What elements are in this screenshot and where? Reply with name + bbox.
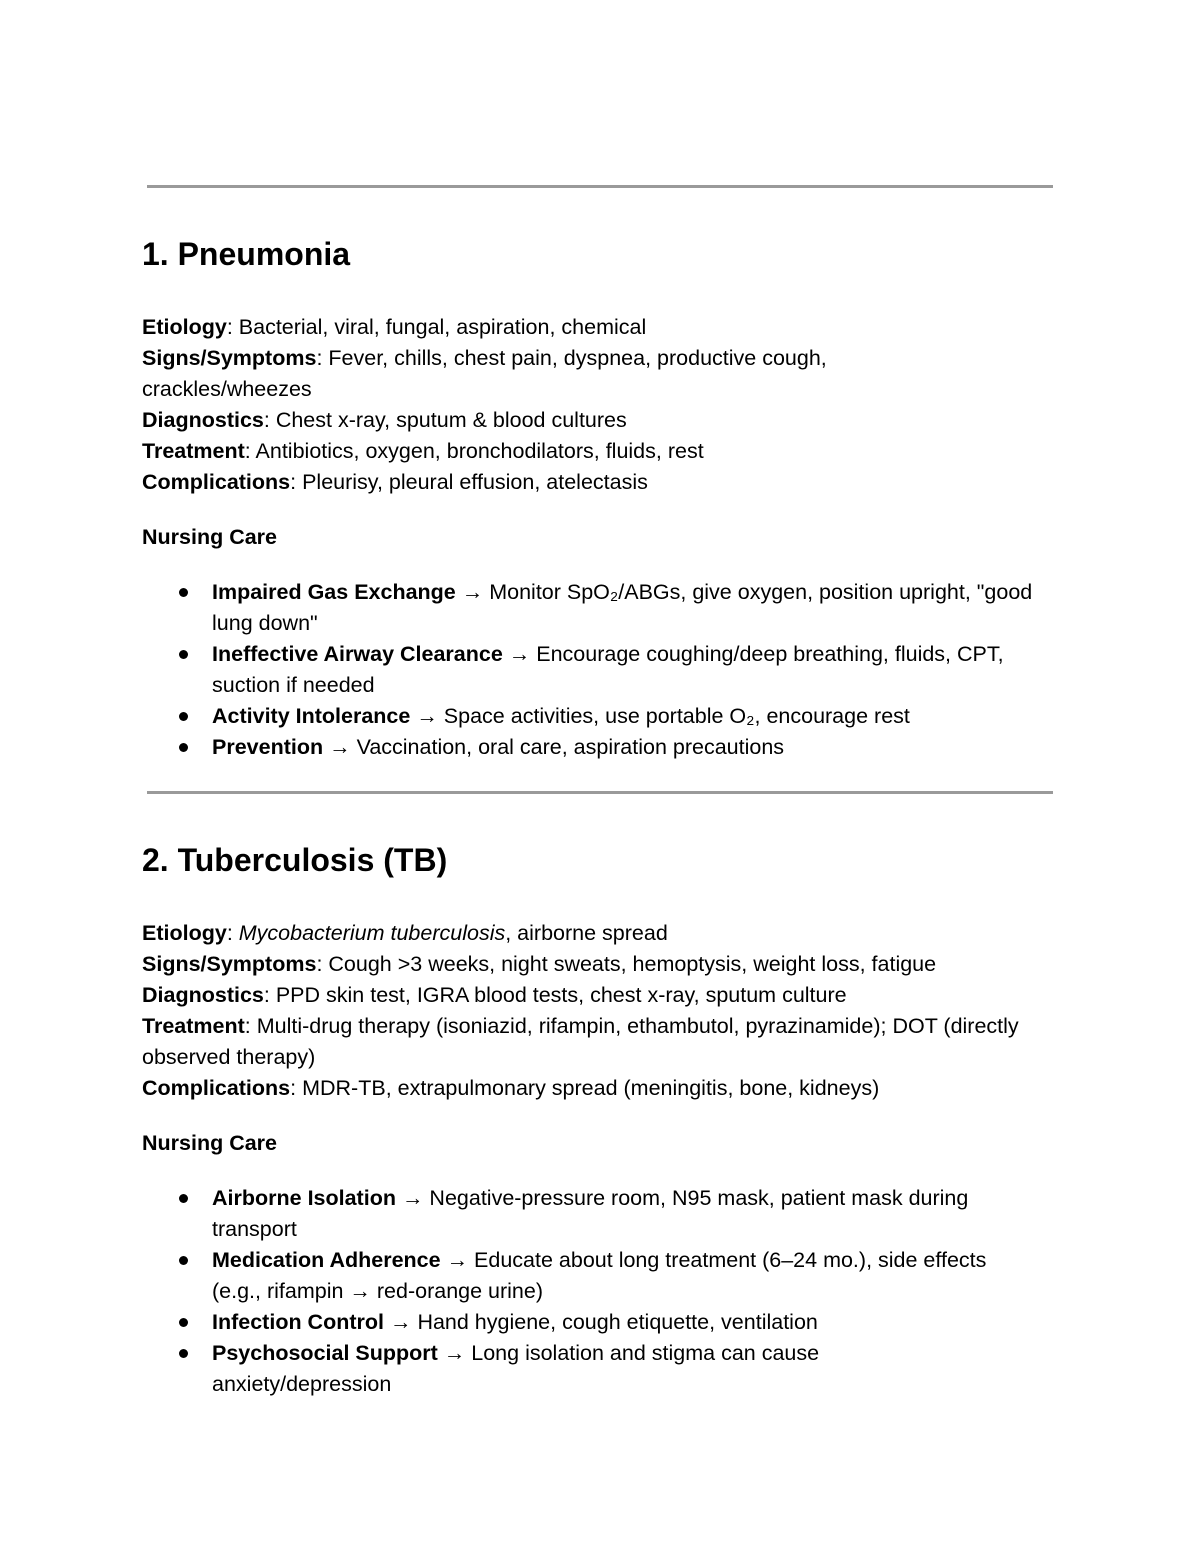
treatment-text: Multi-drug therapy (isoniazid, rifampin, ethambutol, pyrazinamide); DOT (directly observed therapy) (142, 1014, 1019, 1069)
care-term: Airborne Isolation (212, 1186, 396, 1210)
complications-label: Complications (142, 1076, 291, 1100)
separator: : (316, 952, 329, 976)
bullet-icon (179, 1194, 188, 1203)
complications-text: Pleurisy, pleural effusion, atelectasis (302, 470, 648, 494)
diagnostics-text: Chest x-ray, sputum & blood cultures (275, 408, 627, 432)
care-term: Medication Adherence (212, 1248, 441, 1272)
etiology-line (142, 312, 1062, 343)
etiology-text: Bacterial, viral, fungal, aspiration, chemical (238, 315, 647, 339)
bullet-icon (179, 650, 188, 659)
treatment-label: Treatment (142, 439, 245, 463)
care-term: Prevention (212, 735, 324, 759)
treatment-line (142, 1011, 1022, 1073)
bullet-icon (179, 743, 188, 752)
care-text: Vaccination, oral care, aspiration precautions (356, 735, 785, 759)
bullet-icon (179, 1318, 188, 1327)
signs-line (142, 949, 1062, 980)
organism-name: Mycobacterium tuberculosis (238, 921, 506, 945)
list-item (142, 1307, 1062, 1338)
separator: : (226, 921, 239, 945)
arrow: → (410, 704, 444, 728)
signs-text: Cough >3 weeks, night sweats, hemoptysis, weight loss, fatigue (328, 952, 937, 976)
diagnostics-text: PPD skin test, IGRA blood tests, chest x-ray, sputum culture (275, 983, 847, 1007)
bullet-icon (179, 588, 188, 597)
nursing-care-list (142, 1183, 1062, 1400)
separator: : (226, 315, 239, 339)
care-term: Ineffective Airway Clearance (212, 642, 503, 666)
diagnostics-label: Diagnostics (142, 408, 264, 432)
list-item (142, 1338, 932, 1400)
care-text: Monitor SpO₂/ABGs, give oxygen, position upright, "good lung down" (212, 580, 1033, 635)
signs-line (142, 343, 902, 405)
nursing-care-list (142, 577, 1062, 763)
etiology-text: , airborne spread (505, 921, 668, 945)
separator: : (263, 983, 276, 1007)
complications-line (142, 467, 1062, 498)
care-term: Infection Control (212, 1310, 384, 1334)
etiology-label: Etiology (142, 921, 227, 945)
treatment-line (142, 436, 1062, 467)
signs-label: Signs/Symptoms (142, 952, 317, 976)
care-text: Educate about long treatment (6–24 mo.), side effects (e.g., rifampin → red-orange urine) (212, 1248, 987, 1303)
etiology-label: Etiology (142, 315, 227, 339)
horizontal-rule-top (147, 185, 1053, 188)
separator: : (290, 1076, 303, 1100)
arrow: → (323, 735, 357, 759)
arrow: → (440, 1248, 475, 1272)
signs-label: Signs/Symptoms (142, 346, 317, 370)
bullet-icon (179, 1349, 188, 1358)
diagnostics-label: Diagnostics (142, 983, 264, 1007)
section-tuberculosis (142, 841, 1062, 1400)
list-item (142, 1245, 1012, 1307)
bullet-icon (179, 712, 188, 721)
care-term: Activity Intolerance (212, 704, 411, 728)
bullet-icon (179, 1256, 188, 1265)
separator: : (244, 1014, 257, 1038)
list-item (142, 732, 1062, 763)
list-item (142, 701, 1062, 732)
care-text: Hand hygiene, cough etiquette, ventilation (417, 1310, 818, 1334)
care-text: Encourage coughing/deep breathing, fluids, CPT, suction if needed (212, 642, 1004, 697)
nursing-care-heading: Nursing Care (142, 525, 278, 549)
complications-text: MDR-TB, extrapulmonary spread (meningitis, bone, kidneys) (302, 1076, 880, 1100)
care-term: Impaired Gas Exchange (212, 580, 456, 604)
list-item (142, 1183, 1042, 1245)
etiology-line (142, 918, 1062, 949)
care-text: Negative-pressure room, N95 mask, patient mask during transport (212, 1186, 969, 1241)
care-text: Long isolation and stigma can cause anxiety/depression (212, 1341, 820, 1396)
care-term: Psychosocial Support (212, 1341, 438, 1365)
arrow: → (437, 1341, 472, 1365)
diagnostics-line (142, 405, 1062, 436)
list-item (142, 639, 1042, 701)
arrow: → (395, 1186, 430, 1210)
complications-label: Complications (142, 470, 291, 494)
treatment-label: Treatment (142, 1014, 245, 1038)
section-title: 2. Tuberculosis (TB) (142, 842, 448, 878)
section-title: 1. Pneumonia (142, 236, 351, 272)
arrow: → (502, 642, 537, 666)
horizontal-rule-middle (147, 791, 1053, 794)
signs-text: Fever, chills, chest pain, dyspnea, productive cough, crackles/wheezes (142, 346, 827, 401)
separator: : (244, 439, 256, 463)
diagnostics-line (142, 980, 1062, 1011)
separator: : (316, 346, 329, 370)
section-pneumonia (142, 235, 1062, 763)
separator: : (290, 470, 303, 494)
separator: : (263, 408, 276, 432)
care-text: Space activities, use portable O₂, encourage rest (443, 704, 910, 728)
treatment-text: Antibiotics, oxygen, bronchodilators, fluids, rest (255, 439, 704, 463)
arrow: → (383, 1310, 418, 1334)
nursing-care-heading: Nursing Care (142, 1131, 278, 1155)
arrow: → (455, 580, 490, 604)
complications-line (142, 1073, 1062, 1104)
list-item (142, 577, 1042, 639)
